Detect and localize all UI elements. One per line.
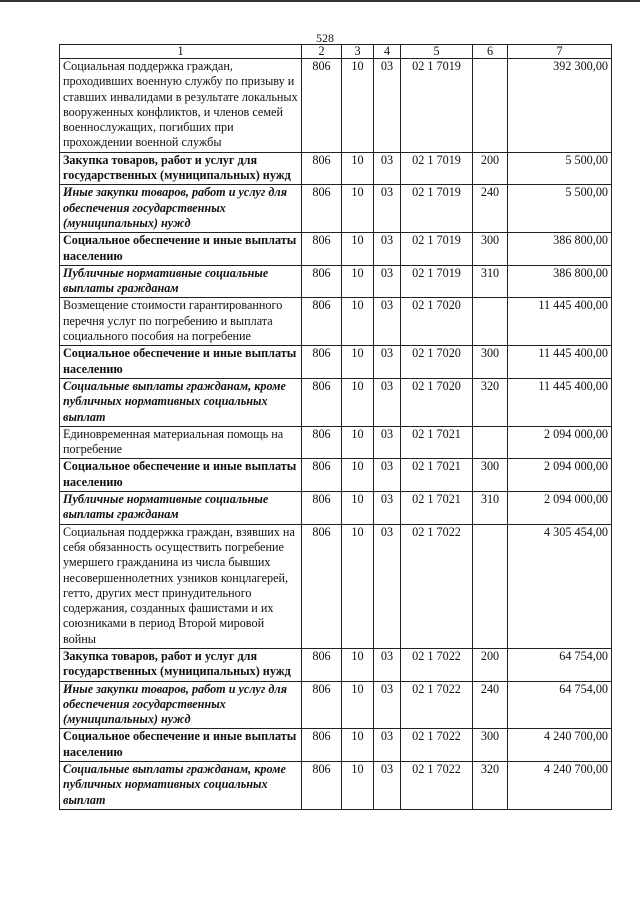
section-code-cell: 10	[342, 152, 374, 185]
subsection-code-cell: 03	[374, 346, 401, 379]
ministry-code-cell: 806	[302, 378, 342, 426]
item-name-cell: Закупка товаров, работ и услуг для государственных (муниципальных) нужд	[60, 152, 302, 185]
table-row	[60, 233, 612, 266]
section-code-cell: 10	[342, 346, 374, 379]
table-header-row	[60, 45, 612, 59]
column-header: 4	[374, 45, 401, 59]
target-article-cell: 02 1 7019	[401, 265, 473, 298]
item-name-cell: Социальные выплаты гражданам, кроме публичных нормативных социальных выплат	[60, 762, 302, 810]
expense-type-cell: 300	[473, 459, 508, 492]
amount-cell: 64 754,00	[508, 681, 612, 729]
expense-type-cell: 240	[473, 185, 508, 233]
expense-type-cell: 300	[473, 729, 508, 762]
target-article-cell: 02 1 7022	[401, 681, 473, 729]
item-name-cell: Закупка товаров, работ и услуг для государственных (муниципальных) нужд	[60, 648, 302, 681]
table-row	[60, 152, 612, 185]
item-name-cell: Социальная поддержка граждан, проходивших военную службу по призыву и ставших инвалидами в результате локальных вооруженных конфликтов, и членов семей военнослужащих, погибших при прохождении военной службы	[60, 59, 302, 153]
section-code-cell: 10	[342, 762, 374, 810]
table-row	[60, 459, 612, 492]
section-code-cell: 10	[342, 185, 374, 233]
section-code-cell: 10	[342, 298, 374, 346]
subsection-code-cell: 03	[374, 298, 401, 346]
table-row	[60, 185, 612, 233]
ministry-code-cell: 806	[302, 524, 342, 648]
section-code-cell: 10	[342, 426, 374, 459]
table-row	[60, 648, 612, 681]
ministry-code-cell: 806	[302, 346, 342, 379]
budget-table	[59, 44, 612, 810]
ministry-code-cell: 806	[302, 233, 342, 266]
table-row	[60, 681, 612, 729]
section-code-cell: 10	[342, 459, 374, 492]
ministry-code-cell: 806	[302, 185, 342, 233]
item-name-cell: Социальное обеспечение и иные выплаты населению	[60, 459, 302, 492]
subsection-code-cell: 03	[374, 265, 401, 298]
ministry-code-cell: 806	[302, 729, 342, 762]
table-row	[60, 346, 612, 379]
target-article-cell: 02 1 7019	[401, 185, 473, 233]
table-row	[60, 265, 612, 298]
subsection-code-cell: 03	[374, 426, 401, 459]
expense-type-cell	[473, 524, 508, 648]
subsection-code-cell: 03	[374, 59, 401, 153]
expense-type-cell: 200	[473, 152, 508, 185]
section-code-cell: 10	[342, 681, 374, 729]
table-row	[60, 524, 612, 648]
page-number: 528	[316, 31, 334, 45]
subsection-code-cell: 03	[374, 378, 401, 426]
expense-type-cell: 300	[473, 346, 508, 379]
section-code-cell: 10	[342, 729, 374, 762]
amount-cell: 2 094 000,00	[508, 426, 612, 459]
subsection-code-cell: 03	[374, 648, 401, 681]
expense-type-cell: 300	[473, 233, 508, 266]
subsection-code-cell: 03	[374, 729, 401, 762]
target-article-cell: 02 1 7020	[401, 378, 473, 426]
ministry-code-cell: 806	[302, 265, 342, 298]
column-header: 2	[302, 45, 342, 59]
ministry-code-cell: 806	[302, 762, 342, 810]
subsection-code-cell: 03	[374, 152, 401, 185]
table-row	[60, 298, 612, 346]
table-row	[60, 729, 612, 762]
subsection-code-cell: 03	[374, 492, 401, 525]
item-name-cell: Публичные нормативные социальные выплаты гражданам	[60, 492, 302, 525]
column-header: 6	[473, 45, 508, 59]
amount-cell: 11 445 400,00	[508, 298, 612, 346]
target-article-cell: 02 1 7022	[401, 729, 473, 762]
amount-cell: 11 445 400,00	[508, 378, 612, 426]
item-name-cell: Социальная поддержка граждан, взявших на себя обязанность осуществить погребение умершего гражданина из числа бывших несовершеннолетних узников концлагерей, гетто, других мест принудительного содержания, созданных фашистами и их союзниками в период Второй мировой войны	[60, 524, 302, 648]
amount-cell: 2 094 000,00	[508, 492, 612, 525]
amount-cell: 386 800,00	[508, 233, 612, 266]
section-code-cell: 10	[342, 378, 374, 426]
table-row	[60, 378, 612, 426]
target-article-cell: 02 1 7020	[401, 298, 473, 346]
ministry-code-cell: 806	[302, 648, 342, 681]
amount-cell: 386 800,00	[508, 265, 612, 298]
item-name-cell: Единовременная материальная помощь на погребение	[60, 426, 302, 459]
ministry-code-cell: 806	[302, 459, 342, 492]
expense-type-cell: 310	[473, 492, 508, 525]
section-code-cell: 10	[342, 648, 374, 681]
expense-type-cell	[473, 426, 508, 459]
table-row	[60, 492, 612, 525]
amount-cell: 11 445 400,00	[508, 346, 612, 379]
column-header: 3	[342, 45, 374, 59]
subsection-code-cell: 03	[374, 524, 401, 648]
section-code-cell: 10	[342, 59, 374, 153]
table-row	[60, 762, 612, 810]
amount-cell: 5 500,00	[508, 185, 612, 233]
section-code-cell: 10	[342, 265, 374, 298]
ministry-code-cell: 806	[302, 492, 342, 525]
target-article-cell: 02 1 7021	[401, 492, 473, 525]
subsection-code-cell: 03	[374, 681, 401, 729]
expense-type-cell	[473, 298, 508, 346]
section-code-cell: 10	[342, 492, 374, 525]
amount-cell: 392 300,00	[508, 59, 612, 153]
subsection-code-cell: 03	[374, 459, 401, 492]
target-article-cell: 02 1 7022	[401, 762, 473, 810]
item-name-cell: Социальное обеспечение и иные выплаты населению	[60, 233, 302, 266]
ministry-code-cell: 806	[302, 59, 342, 153]
expense-type-cell: 320	[473, 762, 508, 810]
amount-cell: 4 305 454,00	[508, 524, 612, 648]
subsection-code-cell: 03	[374, 762, 401, 810]
section-code-cell: 10	[342, 524, 374, 648]
ministry-code-cell: 806	[302, 681, 342, 729]
item-name-cell: Социальные выплаты гражданам, кроме публичных нормативных социальных выплат	[60, 378, 302, 426]
target-article-cell: 02 1 7020	[401, 346, 473, 379]
item-name-cell: Социальное обеспечение и иные выплаты населению	[60, 729, 302, 762]
item-name-cell: Социальное обеспечение и иные выплаты населению	[60, 346, 302, 379]
expense-type-cell	[473, 59, 508, 153]
amount-cell: 4 240 700,00	[508, 729, 612, 762]
amount-cell: 4 240 700,00	[508, 762, 612, 810]
expense-type-cell: 320	[473, 378, 508, 426]
target-article-cell: 02 1 7021	[401, 426, 473, 459]
column-header: 5	[401, 45, 473, 59]
amount-cell: 2 094 000,00	[508, 459, 612, 492]
ministry-code-cell: 806	[302, 152, 342, 185]
page-top-rule	[0, 0, 640, 2]
expense-type-cell: 200	[473, 648, 508, 681]
section-code-cell: 10	[342, 233, 374, 266]
target-article-cell: 02 1 7019	[401, 59, 473, 153]
target-article-cell: 02 1 7019	[401, 152, 473, 185]
expense-type-cell: 310	[473, 265, 508, 298]
column-header: 7	[508, 45, 612, 59]
target-article-cell: 02 1 7022	[401, 648, 473, 681]
table-row	[60, 59, 612, 153]
expense-type-cell: 240	[473, 681, 508, 729]
item-name-cell: Возмещение стоимости гарантированного перечня услуг по погребению и выплата социального пособия на погребение	[60, 298, 302, 346]
column-header: 1	[60, 45, 302, 59]
amount-cell: 5 500,00	[508, 152, 612, 185]
item-name-cell: Публичные нормативные социальные выплаты гражданам	[60, 265, 302, 298]
item-name-cell: Иные закупки товаров, работ и услуг для обеспечения государственных (муниципальных) нужд	[60, 681, 302, 729]
amount-cell: 64 754,00	[508, 648, 612, 681]
ministry-code-cell: 806	[302, 298, 342, 346]
subsection-code-cell: 03	[374, 185, 401, 233]
item-name-cell: Иные закупки товаров, работ и услуг для обеспечения государственных (муниципальных) нужд	[60, 185, 302, 233]
target-article-cell: 02 1 7019	[401, 233, 473, 266]
target-article-cell: 02 1 7021	[401, 459, 473, 492]
subsection-code-cell: 03	[374, 233, 401, 266]
ministry-code-cell: 806	[302, 426, 342, 459]
target-article-cell: 02 1 7022	[401, 524, 473, 648]
table-row	[60, 426, 612, 459]
